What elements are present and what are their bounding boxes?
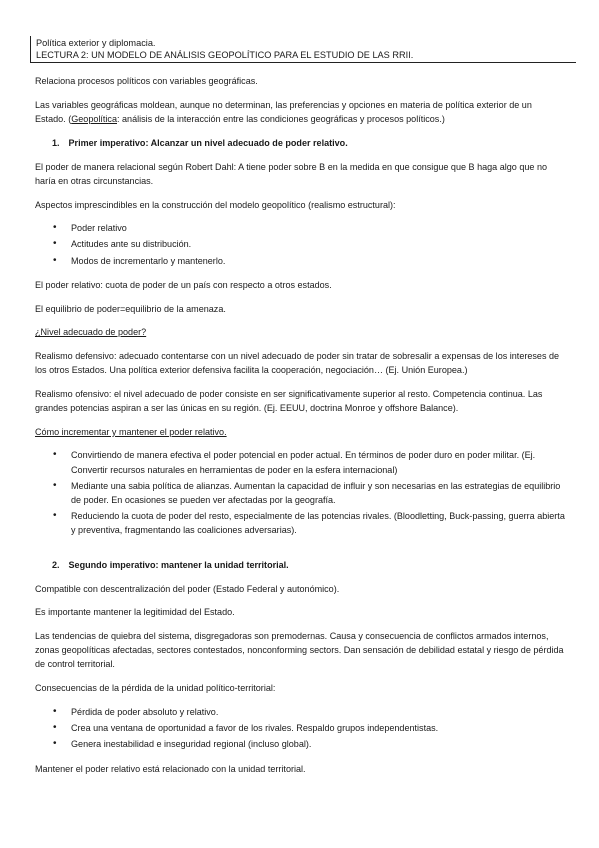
consequences-paragraph: Consecuencias de la pérdida de la unidad político-territorial: [35, 683, 276, 694]
intro-paragraph: Relaciona procesos políticos con variables geográficas. [35, 76, 258, 86]
intro-text: Las variables geográficas moldean, aunque no determinan, las preferencias y opciones en materia de política exterior de un Estado. ( [35, 99, 532, 124]
balance-paragraph: El equilibrio de poder=equilibrio de la amenaza. [35, 303, 226, 314]
list-item: • Genera inestabilidad e inseguridad regional (incluso global). [71, 737, 565, 751]
geopolitica-term: Geopolítica [71, 113, 117, 124]
intro-text-end: : análisis de la interacción entre las condiciones geográficas y procesos políticos.) [116, 113, 445, 124]
section-2-title: Segundo imperativo: mantener la unidad territorial. [68, 559, 289, 570]
list-item: • Pérdida de poder absoluto y relativo. [71, 705, 565, 719]
closing-paragraph: Mantener el poder relativo está relacionado con la unidad territorial. [35, 763, 306, 774]
section-1-heading [35, 136, 565, 150]
list-item: • Convirtiendo de manera efectiva el poder potencial en poder actual. En términos de poder duro en poder militar. (Ej. Convertir recursos naturales en herramientas de poder en la esfera internacional) [71, 448, 565, 476]
section-1-title: Primer imperativo: Alcanzar un nivel adecuado de poder relativo. [68, 137, 348, 148]
list-item: • Actitudes ante su distribución. [71, 237, 565, 251]
list-item: • Poder relativo [71, 221, 565, 235]
list-item: • Modos de incrementarlo y mantenerlo. [71, 254, 565, 268]
tendencies-paragraph: Las tendencias de quiebra del sistema, disgregadoras son premodernas. Causa y consecuencia de conflictos armados internos, zonas geopolíticas afectadas, sectores contestados, nonconforming sectors. Dan sensación de debilidad estatal y riesgo de pérdida de control territorial. [35, 631, 564, 670]
lecture-title: LECTURA 2: UN MODELO DE ANÁLISIS GEOPOLÍTICO PARA EL ESTUDIO DE LAS RRII. [36, 50, 414, 60]
list-item: • Crea una ventana de oportunidad a favor de los rivales. Respaldo grupos independentistas. [71, 721, 565, 735]
section-1-number: 1. [52, 137, 60, 148]
offensive-realism-paragraph: Realismo ofensivo: el nivel adecuado de poder consiste en ser significativamente superior al resto. Competencia continua. Las grandes potencias aspiran a ser las únicas en su región. (Ej. EEUU, doctrina Monroe y offshore Balance). [35, 388, 543, 414]
intro-definition-paragraph [35, 98, 565, 126]
document-body [35, 74, 565, 785]
subheading-increase-power: Cómo incrementar y mantener el poder relativo. [35, 426, 227, 437]
subheading-adequate-power: ¿Nivel adecuado de poder? [35, 327, 147, 338]
section-2-number: 2. [52, 559, 60, 570]
subject-title: Política exterior y diplomacia. [36, 38, 156, 48]
aspects-paragraph: Aspectos imprescindibles en la construcción del modelo geopolítico (realismo estructural): [35, 199, 396, 210]
consequences-list [35, 705, 565, 752]
list-item: • Mediante una sabia política de alianzas. Aumentan la capacidad de influir y son necesarias en las estrategias de equilibrio de poder. En ocasiones se pueden ver afectadas por la geografía. [71, 479, 565, 507]
decentralization-paragraph: Compatible con descentralización del poder (Estado Federal y autonómico). [35, 583, 340, 594]
section-2-heading [35, 558, 565, 572]
list-item: • Reduciendo la cuota de poder del resto, especialmente de las potencias rivales. (Bloodletting, Buck-passing, guerra abierta y preventiva, fragmentando las coaliciones adversarias). [71, 509, 565, 537]
page-header [30, 36, 576, 63]
legitimacy-paragraph: Es importante mantener la legitimidad del Estado. [35, 607, 235, 618]
dahl-paragraph: El poder de manera relacional según Robert Dahl: A tiene poder sobre B en la medida en que consigue que B haga algo que no haría en otras circunstancias. [35, 161, 548, 186]
aspects-list [35, 221, 565, 268]
section-spacer [35, 548, 565, 558]
defensive-realism-paragraph: Realismo defensivo: adecuado contentarse con un nivel adecuado de poder sin tratar de sobresalir a expensas de los intereses de los otros Estados. Una política exterior defensiva facilita la cooperación, negociación… (Ej. Unión Europea.) [35, 350, 560, 376]
increase-power-list [35, 448, 565, 537]
relative-power-paragraph: El poder relativo: cuota de poder de un país con respecto a otros estados. [35, 279, 332, 290]
